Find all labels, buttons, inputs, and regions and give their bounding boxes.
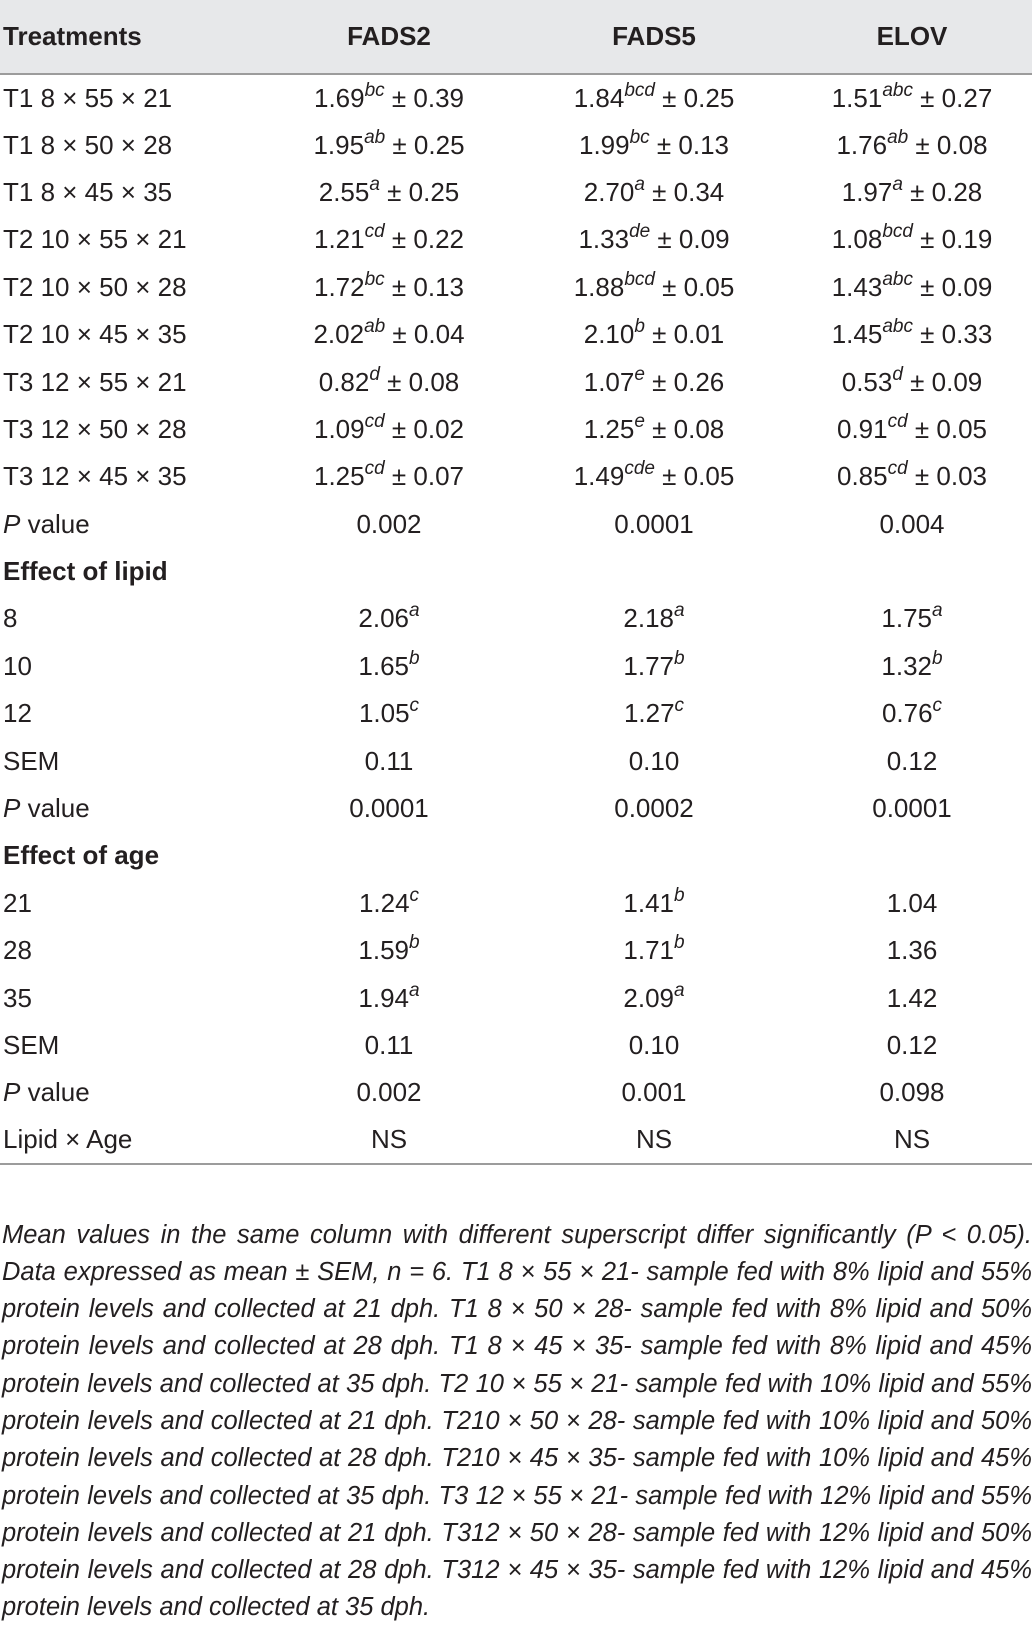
cell-value: 1.49 xyxy=(573,461,625,492)
cell-value: 1.95 xyxy=(313,129,365,160)
table-cell xyxy=(516,1069,792,1116)
table-cell xyxy=(262,501,516,548)
cell-superscript: bc xyxy=(364,79,385,101)
row-label xyxy=(0,501,262,548)
cell-value: 1.27 xyxy=(623,698,675,729)
cell-value: 2.70 xyxy=(583,176,635,207)
header-elov: ELOV xyxy=(792,0,1032,74)
cell-superscript: a xyxy=(409,979,420,1001)
cell-value: 1.32 xyxy=(881,650,933,681)
cell-error: ± 0.33 xyxy=(912,319,993,350)
cell-superscript: b xyxy=(674,647,685,669)
table-row xyxy=(0,737,1032,784)
table-cell xyxy=(262,832,516,879)
cell-superscript: b xyxy=(634,316,645,338)
table-cell xyxy=(262,880,516,927)
cell-value: 1.99 xyxy=(578,129,630,160)
cell-superscript: a xyxy=(409,600,420,622)
row-label-text: SEM xyxy=(3,745,60,776)
row-label-text: value xyxy=(20,508,90,539)
cell-value: 0.53 xyxy=(841,366,893,397)
header-fads2: FADS2 xyxy=(262,0,516,74)
cell-error: ± 0.09 xyxy=(902,366,983,397)
row-label xyxy=(0,974,262,1021)
table-cell xyxy=(516,169,792,216)
table-cell xyxy=(792,311,1032,358)
cell-error: ± 0.02 xyxy=(384,413,464,444)
cell-value: 0.12 xyxy=(886,1030,938,1060)
cell-superscript: e xyxy=(634,363,645,385)
table-cell xyxy=(792,1069,1032,1116)
cell-value: 0.098 xyxy=(879,1077,945,1108)
cell-value: 0.12 xyxy=(886,745,938,776)
cell-superscript: e xyxy=(634,410,645,432)
table-cell xyxy=(792,121,1032,168)
section-header-row xyxy=(0,548,1032,595)
cell-superscript: bcd xyxy=(882,221,913,243)
section-label xyxy=(0,832,262,879)
cell-error: ± 0.08 xyxy=(908,129,988,160)
cell-value: 1.25 xyxy=(313,461,365,492)
cell-value: 0.0001 xyxy=(349,793,429,824)
table-cell xyxy=(516,690,792,737)
table-cell xyxy=(516,311,792,358)
p-symbol: P xyxy=(3,1077,21,1108)
row-label xyxy=(0,595,262,642)
cell-superscript: bc xyxy=(629,126,650,148)
table-cell xyxy=(262,785,516,832)
table-cell xyxy=(516,453,792,500)
row-label-text: T3 12 × 45 × 35 xyxy=(3,461,187,492)
table-cell xyxy=(792,358,1032,405)
table-cell xyxy=(262,737,516,784)
row-label-text: T1 8 × 45 × 35 xyxy=(3,176,173,207)
table-cell xyxy=(516,501,792,548)
cell-value: 1.09 xyxy=(313,413,365,444)
cell-error: ± 0.09 xyxy=(912,271,993,302)
table-cell xyxy=(516,358,792,405)
cell-error: ± 0.08 xyxy=(379,366,460,397)
table-row xyxy=(0,1022,1032,1069)
table-cell xyxy=(516,406,792,453)
cell-value: 1.07 xyxy=(583,366,635,397)
row-label-text: 21 xyxy=(3,887,32,918)
table-cell xyxy=(262,690,516,737)
table-cell xyxy=(792,690,1032,737)
cell-value: 0.001 xyxy=(621,1077,687,1108)
table-cell xyxy=(262,358,516,405)
cell-value: 1.76 xyxy=(836,129,888,160)
row-label xyxy=(0,880,262,927)
row-label xyxy=(0,643,262,690)
row-label-text: T2 10 × 45 × 35 xyxy=(3,319,187,350)
table-cell xyxy=(792,737,1032,784)
cell-error: ± 0.25 xyxy=(385,129,465,160)
cell-value: 0.76 xyxy=(881,698,933,729)
table-row xyxy=(0,1117,1032,1164)
cell-error: ± 0.19 xyxy=(912,224,993,255)
table-cell xyxy=(516,1117,792,1164)
table-cell xyxy=(516,785,792,832)
cell-superscript: cde xyxy=(624,458,655,480)
row-label xyxy=(0,1117,262,1164)
cell-value: 0.91 xyxy=(836,413,888,444)
cell-value: 1.84 xyxy=(573,82,625,113)
row-label-text: T3 12 × 55 × 21 xyxy=(3,366,187,397)
cell-superscript: b xyxy=(409,647,420,669)
cell-value: 1.65 xyxy=(358,650,410,681)
row-label-text: SEM xyxy=(3,1030,60,1060)
cell-error: ± 0.25 xyxy=(654,82,735,113)
cell-error: ± 0.05 xyxy=(907,413,987,444)
cell-value: 0.002 xyxy=(356,1077,422,1108)
row-label-text: 12 xyxy=(3,698,32,729)
row-label xyxy=(0,311,262,358)
cell-superscript: cd xyxy=(364,410,385,432)
table-cell xyxy=(516,216,792,263)
cell-value: NS xyxy=(370,1124,408,1155)
row-label xyxy=(0,1069,262,1116)
table-row xyxy=(0,880,1032,927)
table-row xyxy=(0,974,1032,1021)
row-label xyxy=(0,453,262,500)
table-cell xyxy=(792,548,1032,595)
row-label-text: T1 8 × 55 × 21 xyxy=(3,82,173,113)
cell-superscript: a xyxy=(674,600,685,622)
table-cell xyxy=(792,1022,1032,1069)
table-cell xyxy=(792,74,1032,121)
cell-error: ± 0.13 xyxy=(649,129,729,160)
section-label xyxy=(0,548,262,595)
cell-superscript: cd xyxy=(364,458,385,480)
table-cell xyxy=(792,264,1032,311)
cell-error: ± 0.04 xyxy=(385,319,465,350)
cell-value: 1.43 xyxy=(831,271,883,302)
cell-error: ± 0.05 xyxy=(654,271,735,302)
row-label xyxy=(0,358,262,405)
table-cell xyxy=(792,406,1032,453)
table-row xyxy=(0,406,1032,453)
table-cell xyxy=(792,216,1032,263)
cell-superscript: abc xyxy=(882,268,913,290)
row-label xyxy=(0,169,262,216)
section-header-row xyxy=(0,832,1032,879)
cell-value: 1.41 xyxy=(623,887,675,918)
cell-value: 1.08 xyxy=(831,224,883,255)
table-footnote: Mean values in the same column with different superscript differ significantly (P < 0.05). Data expressed as mean ± SEM, n = 6. T1 8 × 55 × 21- sample fed with 8% lipid and 55% protein levels and collected at 21 dph. T1 8 × 50 × 28- sample fed with 8% lipid and 50% protein levels and collected at 28 dph. T1 8 × 45 × 35- sample fed with 8% lipid and 45% protein levels and collected at 35 dph. T2 10 × 55 × 21- sample fed with 10% lipid and 55% protein levels and collected at 21 dph. T210 × 50 × 28- sample fed with 10% lipid and 50% protein levels and collected at 28 dph. T210 × 45 × 35- sample fed with 10% lipid and 45% protein levels and collected at 35 dph. T3 12 × 55 × 21- sample fed with 12% lipid and 55% protein levels and collected at 21 dph. T312 × 50 × 28- sample fed with 12% lipid and 50% protein levels and collected at 28 dph. T312 × 45 × 35- sample fed with 12% lipid and 45% protein levels and collected at 35 dph. xyxy=(2,1220,1032,1622)
table-cell xyxy=(792,1117,1032,1164)
table-cell xyxy=(516,264,792,311)
cell-superscript: b xyxy=(674,884,685,906)
cell-superscript: c xyxy=(409,695,420,717)
cell-error: ± 0.09 xyxy=(650,224,730,255)
row-label-text: 28 xyxy=(3,935,32,966)
table-row xyxy=(0,216,1032,263)
row-label-text: value xyxy=(20,793,90,824)
table-cell xyxy=(516,1022,792,1069)
table-row xyxy=(0,169,1032,216)
table-row xyxy=(0,453,1032,500)
cell-error: ± 0.08 xyxy=(644,413,725,444)
cell-superscript: ab xyxy=(887,126,909,148)
table-row xyxy=(0,785,1032,832)
cell-value: 1.72 xyxy=(313,271,365,302)
cell-value: NS xyxy=(893,1124,931,1155)
cell-superscript: c xyxy=(409,884,420,906)
cell-value: 2.02 xyxy=(313,319,365,350)
p-symbol: P xyxy=(3,793,21,824)
row-label-text: Effect of age xyxy=(3,840,160,871)
cell-value: 0.11 xyxy=(364,1030,414,1060)
cell-value: 1.36 xyxy=(886,935,938,966)
row-label xyxy=(0,690,262,737)
table-cell xyxy=(792,974,1032,1021)
cell-error: ± 0.26 xyxy=(644,366,725,397)
cell-error: ± 0.05 xyxy=(654,461,735,492)
table-cell xyxy=(792,169,1032,216)
cell-superscript: b xyxy=(409,932,420,954)
cell-value: 0.004 xyxy=(879,508,945,539)
cell-value: 0.82 xyxy=(318,366,370,397)
table-cell xyxy=(262,1117,516,1164)
table-header-row xyxy=(0,0,1032,74)
row-label-text: 8 xyxy=(3,603,18,634)
cell-superscript: a xyxy=(634,173,645,195)
cell-value: 2.09 xyxy=(623,982,675,1013)
cell-superscript: cd xyxy=(364,221,385,243)
row-label-text: T1 8 × 50 × 28 xyxy=(3,129,173,160)
row-label-text: value xyxy=(20,1077,90,1108)
table-cell xyxy=(516,927,792,974)
cell-superscript: b xyxy=(932,647,943,669)
table-cell xyxy=(516,832,792,879)
row-label-text: T2 10 × 50 × 28 xyxy=(3,271,187,302)
cell-superscript: d xyxy=(892,363,903,385)
table-cell xyxy=(792,453,1032,500)
cell-value: 1.71 xyxy=(623,935,675,966)
cell-superscript: cd xyxy=(887,458,908,480)
cell-superscript: bcd xyxy=(624,268,655,290)
cell-error: ± 0.03 xyxy=(907,461,987,492)
row-label xyxy=(0,737,262,784)
table-body xyxy=(0,74,1032,1164)
table-row xyxy=(0,1069,1032,1116)
table-row xyxy=(0,690,1032,737)
table-cell xyxy=(792,595,1032,642)
table-cell xyxy=(516,121,792,168)
table-cell xyxy=(792,832,1032,879)
row-label xyxy=(0,785,262,832)
table-cell xyxy=(262,453,516,500)
table-cell xyxy=(262,595,516,642)
table-cell xyxy=(262,74,516,121)
cell-error: ± 0.01 xyxy=(644,319,725,350)
cell-value: 1.77 xyxy=(623,650,675,681)
cell-value: 1.33 xyxy=(578,224,630,255)
cell-superscript: a xyxy=(892,173,903,195)
table-cell xyxy=(262,216,516,263)
table-cell xyxy=(262,1022,516,1069)
row-label xyxy=(0,927,262,974)
cell-superscript: a xyxy=(369,173,380,195)
cell-superscript: ab xyxy=(364,126,386,148)
cell-superscript: cd xyxy=(887,410,908,432)
header-treatments: Treatments xyxy=(0,0,262,74)
cell-value: 1.88 xyxy=(573,271,625,302)
cell-value: 1.94 xyxy=(358,982,410,1013)
cell-value: 0.10 xyxy=(628,745,680,776)
table-cell xyxy=(792,927,1032,974)
cell-value: 1.42 xyxy=(886,982,938,1013)
cell-value: 0.0001 xyxy=(872,793,952,824)
cell-error: ± 0.13 xyxy=(384,271,464,302)
cell-superscript: de xyxy=(629,221,651,243)
row-label xyxy=(0,74,262,121)
table-cell xyxy=(516,974,792,1021)
cell-value: 0.10 xyxy=(628,1030,680,1060)
cell-error: ± 0.25 xyxy=(379,176,460,207)
cell-error: ± 0.22 xyxy=(384,224,464,255)
table-cell xyxy=(516,74,792,121)
p-symbol: P xyxy=(3,508,21,539)
row-label-text: T3 12 × 50 × 28 xyxy=(3,413,187,444)
table-row xyxy=(0,311,1032,358)
table-cell xyxy=(516,643,792,690)
cell-value: 1.75 xyxy=(881,603,933,634)
table-cell xyxy=(262,643,516,690)
table-cell xyxy=(262,1069,516,1116)
table-cell xyxy=(792,643,1032,690)
cell-superscript: d xyxy=(369,363,380,385)
header-fads5: FADS5 xyxy=(516,0,792,74)
cell-value: 1.59 xyxy=(358,935,410,966)
row-label-text: 35 xyxy=(3,982,32,1013)
table-row xyxy=(0,927,1032,974)
table-row xyxy=(0,74,1032,121)
cell-error: ± 0.28 xyxy=(902,176,983,207)
cell-error: ± 0.39 xyxy=(384,82,464,113)
cell-value: 2.18 xyxy=(623,603,675,634)
cell-value: 1.45 xyxy=(831,319,883,350)
cell-superscript: b xyxy=(674,932,685,954)
cell-value: NS xyxy=(635,1124,673,1155)
cell-value: 1.04 xyxy=(886,887,938,918)
cell-superscript: ab xyxy=(364,316,386,338)
cell-value: 2.55 xyxy=(318,176,370,207)
table-cell xyxy=(262,311,516,358)
cell-value: 1.25 xyxy=(583,413,635,444)
cell-value: 0.85 xyxy=(836,461,888,492)
row-label-text: T2 10 × 55 × 21 xyxy=(3,224,187,255)
cell-superscript: a xyxy=(674,979,685,1001)
table-cell xyxy=(262,927,516,974)
cell-value: 0.002 xyxy=(356,508,422,539)
table-row xyxy=(0,595,1032,642)
table-row xyxy=(0,121,1032,168)
cell-error: ± 0.07 xyxy=(384,461,464,492)
table-row xyxy=(0,264,1032,311)
cell-error: ± 0.34 xyxy=(644,176,725,207)
table-cell xyxy=(792,785,1032,832)
row-label xyxy=(0,216,262,263)
cell-value: 1.21 xyxy=(313,224,365,255)
row-label-text: 10 xyxy=(3,650,32,681)
cell-error: ± 0.27 xyxy=(912,82,993,113)
cell-value: 2.10 xyxy=(583,319,635,350)
row-label-text: Effect of lipid xyxy=(3,556,168,587)
table-cell xyxy=(262,548,516,595)
cell-superscript: abc xyxy=(882,316,913,338)
cell-superscript: c xyxy=(932,695,943,717)
cell-value: 2.06 xyxy=(358,603,410,634)
table-cell xyxy=(516,737,792,784)
row-label xyxy=(0,264,262,311)
table-cell xyxy=(262,406,516,453)
table-cell xyxy=(262,121,516,168)
table-row xyxy=(0,501,1032,548)
cell-value: 1.97 xyxy=(841,176,893,207)
cell-value: 1.51 xyxy=(831,82,883,113)
cell-value: 1.05 xyxy=(358,698,410,729)
table-cell xyxy=(262,264,516,311)
table-cell xyxy=(262,169,516,216)
cell-value: 1.24 xyxy=(358,887,410,918)
cell-superscript: c xyxy=(674,695,685,717)
table-cell xyxy=(516,548,792,595)
cell-superscript: bcd xyxy=(624,79,655,101)
table-cell xyxy=(792,880,1032,927)
cell-value: 1.69 xyxy=(313,82,365,113)
cell-value: 0.0002 xyxy=(614,793,694,824)
cell-value: 0.0001 xyxy=(614,508,694,539)
cell-superscript: abc xyxy=(882,79,913,101)
table-cell xyxy=(516,595,792,642)
row-label xyxy=(0,121,262,168)
table-cell xyxy=(516,880,792,927)
table-row xyxy=(0,643,1032,690)
cell-value: 0.11 xyxy=(364,745,414,776)
table-cell xyxy=(262,974,516,1021)
row-label-text: Lipid × Age xyxy=(3,1124,133,1155)
cell-superscript: a xyxy=(932,600,943,622)
table-cell xyxy=(792,501,1032,548)
cell-superscript: bc xyxy=(364,268,385,290)
row-label xyxy=(0,1022,262,1069)
table-row xyxy=(0,358,1032,405)
row-label xyxy=(0,406,262,453)
